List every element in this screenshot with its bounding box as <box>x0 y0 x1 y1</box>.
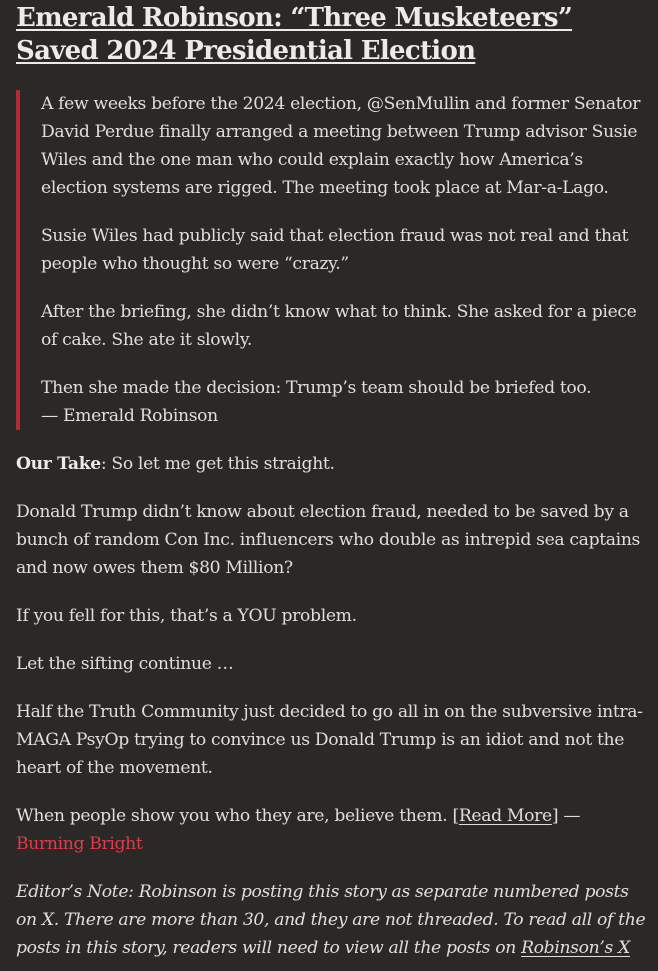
headline-link[interactable]: Emerald Robinson: “Three Musketeers” Saved 2024 Presidential Election <box>16 3 573 66</box>
our-take-paragraph <box>16 450 646 478</box>
our-take-label: Our Take <box>16 454 101 474</box>
believe-text: When people show you who they are, believe them. [ <box>16 806 459 826</box>
believe-paragraph <box>16 802 646 858</box>
quote-paragraph: A few weeks before the 2024 election, @SenMullin and former Senator David Perdue finally arranged a meeting between Trump advisor Susie Wiles and the one man who could explain exactly how America’s election systems are rigged. The meeting took place at Mar-a-Lago. <box>41 94 641 198</box>
believe-after: ] — <box>551 806 581 826</box>
article-headline <box>16 0 646 68</box>
robinson-x-link[interactable]: Robinson’s X <box>521 938 630 958</box>
body-paragraph: If you fell for this, that’s a YOU problem. <box>16 606 357 626</box>
quote-paragraph-text: Then she made the decision: Trump’s team should be briefed too. <box>41 378 592 398</box>
quote-attribution: — Emerald Robinson <box>41 406 218 426</box>
article <box>16 0 646 962</box>
blockquote <box>16 90 646 430</box>
read-more-link[interactable]: Read More <box>458 806 552 826</box>
quote-paragraph: After the briefing, she didn’t know what to think. She asked for a piece of cake. She ate it slowly. <box>41 302 637 350</box>
body-paragraph: Donald Trump didn’t know about election fraud, needed to be saved by a bunch of random Con Inc. influencers who double as intrepid sea captains and now owes them $80 Million? <box>16 502 641 578</box>
quote-paragraph: Susie Wiles had publicly said that election fraud was not real and that people who thought so were “crazy.” <box>41 226 629 274</box>
source-link[interactable]: Burning Bright <box>16 834 143 854</box>
our-take-text: : So let me get this straight. <box>100 454 335 474</box>
body-paragraph: Half the Truth Community just decided to go all in on the subversive intra-MAGA PsyOp trying to convince us Donald Trump is an idiot and not the heart of the movement. <box>16 702 643 778</box>
article-body <box>16 450 646 962</box>
editor-note-text: Editor’s Note: Robinson is posting this story as separate numbered posts on X. There are more than 30, and they are not threaded. To read all of the posts in this story, readers will need to view all the posts on <box>16 882 646 958</box>
body-paragraph: Let the sifting continue … <box>16 654 234 674</box>
editor-note <box>16 878 646 962</box>
quote-paragraph <box>41 374 646 430</box>
